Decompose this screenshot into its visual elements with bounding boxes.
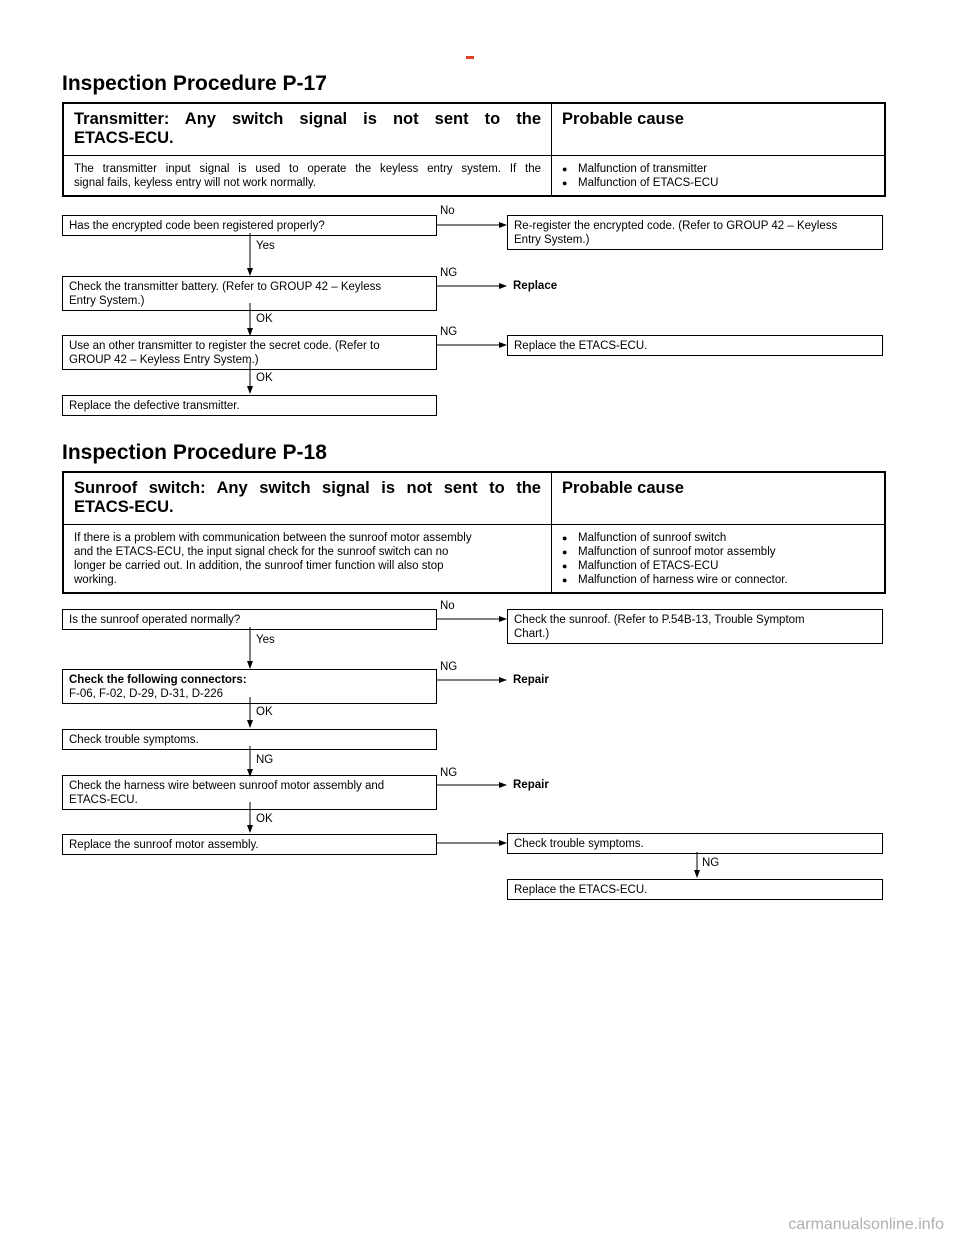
s2-step-check-symptoms: Check trouble symptoms.: [62, 729, 437, 750]
section1-condition: Transmitter: Any switch signal is not sent to the ETACS-ECU.: [63, 103, 552, 156]
s2-label-ok: OK: [256, 706, 273, 718]
s2-label-ng: NG: [702, 857, 720, 869]
s1-label-yes: Yes: [256, 240, 275, 252]
s2-action-repair: Repair: [513, 779, 549, 791]
s1-label-ok: OK: [256, 372, 273, 384]
cause-item: ● Malfunction of ETACS-ECU: [562, 176, 874, 190]
s2-label-ng: NG: [256, 754, 274, 766]
cause-item: ● Malfunction of ETACS-ECU: [562, 559, 874, 573]
s1-step-reregister: Re-register the encrypted code. (Refer to GROUP 42 – Keyless Entry System.): [507, 215, 883, 250]
s1-step-encrypted-code: Has the encrypted code been registered properly?: [62, 215, 437, 236]
section1-title: Inspection Procedure P-17: [62, 72, 327, 95]
s1-step-other-transmitter: Use an other transmitter to register the secret code. (Refer to GROUP 42 – Keyless Entry System.): [62, 335, 437, 370]
s1-label-no: No: [440, 205, 455, 217]
watermark: carmanualsonline.info: [788, 1216, 944, 1233]
section1-cause-header: Probable cause: [552, 103, 886, 156]
cause-item: ● Malfunction of harness wire or connector.: [562, 573, 874, 587]
section2-condition: Sunroof switch: Any switch signal is not sent to the ETACS-ECU.: [63, 472, 552, 525]
s2-label-yes: Yes: [256, 634, 275, 646]
s2-step-sunroof-normal: Is the sunroof operated normally?: [62, 609, 437, 630]
s2-step-replace-motor: Replace the sunroof motor assembly.: [62, 834, 437, 855]
s2-step-replace-etacs: Replace the ETACS-ECU.: [507, 879, 883, 900]
s2-label-no: No: [440, 600, 455, 612]
s1-step-replace-etacs: Replace the ETACS-ECU.: [507, 335, 883, 356]
s1-label-ng: NG: [440, 267, 458, 279]
s2-action-repair: Repair: [513, 674, 549, 686]
s1-step-battery: Check the transmitter battery. (Refer to GROUP 42 – Keyless Entry System.): [62, 276, 437, 311]
s2-label-ok: OK: [256, 813, 273, 825]
section2-description: If there is a problem with communication between the sunroof motor assembly and the ETACS-ECU, the input signal check for the sunroof switch can no longer be carried out. In addition, the sunroof timer function will also stop working.: [63, 525, 552, 594]
s2-label-ng: NG: [440, 661, 458, 673]
s2-step-check-connectors: Check the following connectors: F-06, F-02, D-29, D-31, D-226: [62, 669, 437, 704]
s1-label-ok: OK: [256, 313, 273, 325]
s1-step-replace-transmitter: Replace the defective transmitter.: [62, 395, 437, 416]
s2-step-check-harness: Check the harness wire between sunroof motor assembly and ETACS-ECU.: [62, 775, 437, 810]
cause-item: ● Malfunction of transmitter: [562, 162, 874, 176]
cause-item: ● Malfunction of sunroof switch: [562, 531, 874, 545]
section1-description: The transmitter input signal is used to operate the keyless entry system. If the signal fails, keyless entry will not work normally.: [63, 156, 552, 197]
cause-item: ● Malfunction of sunroof motor assembly: [562, 545, 874, 559]
s2-label-ng: NG: [440, 767, 458, 779]
s2-step-check-symptoms-2: Check trouble symptoms.: [507, 833, 883, 854]
section2-info-table: [62, 471, 886, 594]
s1-action-replace: Replace: [513, 280, 558, 292]
s1-label-ng: NG: [440, 326, 458, 338]
section2-title: Inspection Procedure P-18: [62, 441, 327, 464]
section2-causes: [552, 525, 886, 594]
s2-step-check-sunroof: Check the sunroof. (Refer to P.54B-13, Trouble Symptom Chart.): [507, 609, 883, 644]
section2-cause-header: Probable cause: [552, 472, 886, 525]
